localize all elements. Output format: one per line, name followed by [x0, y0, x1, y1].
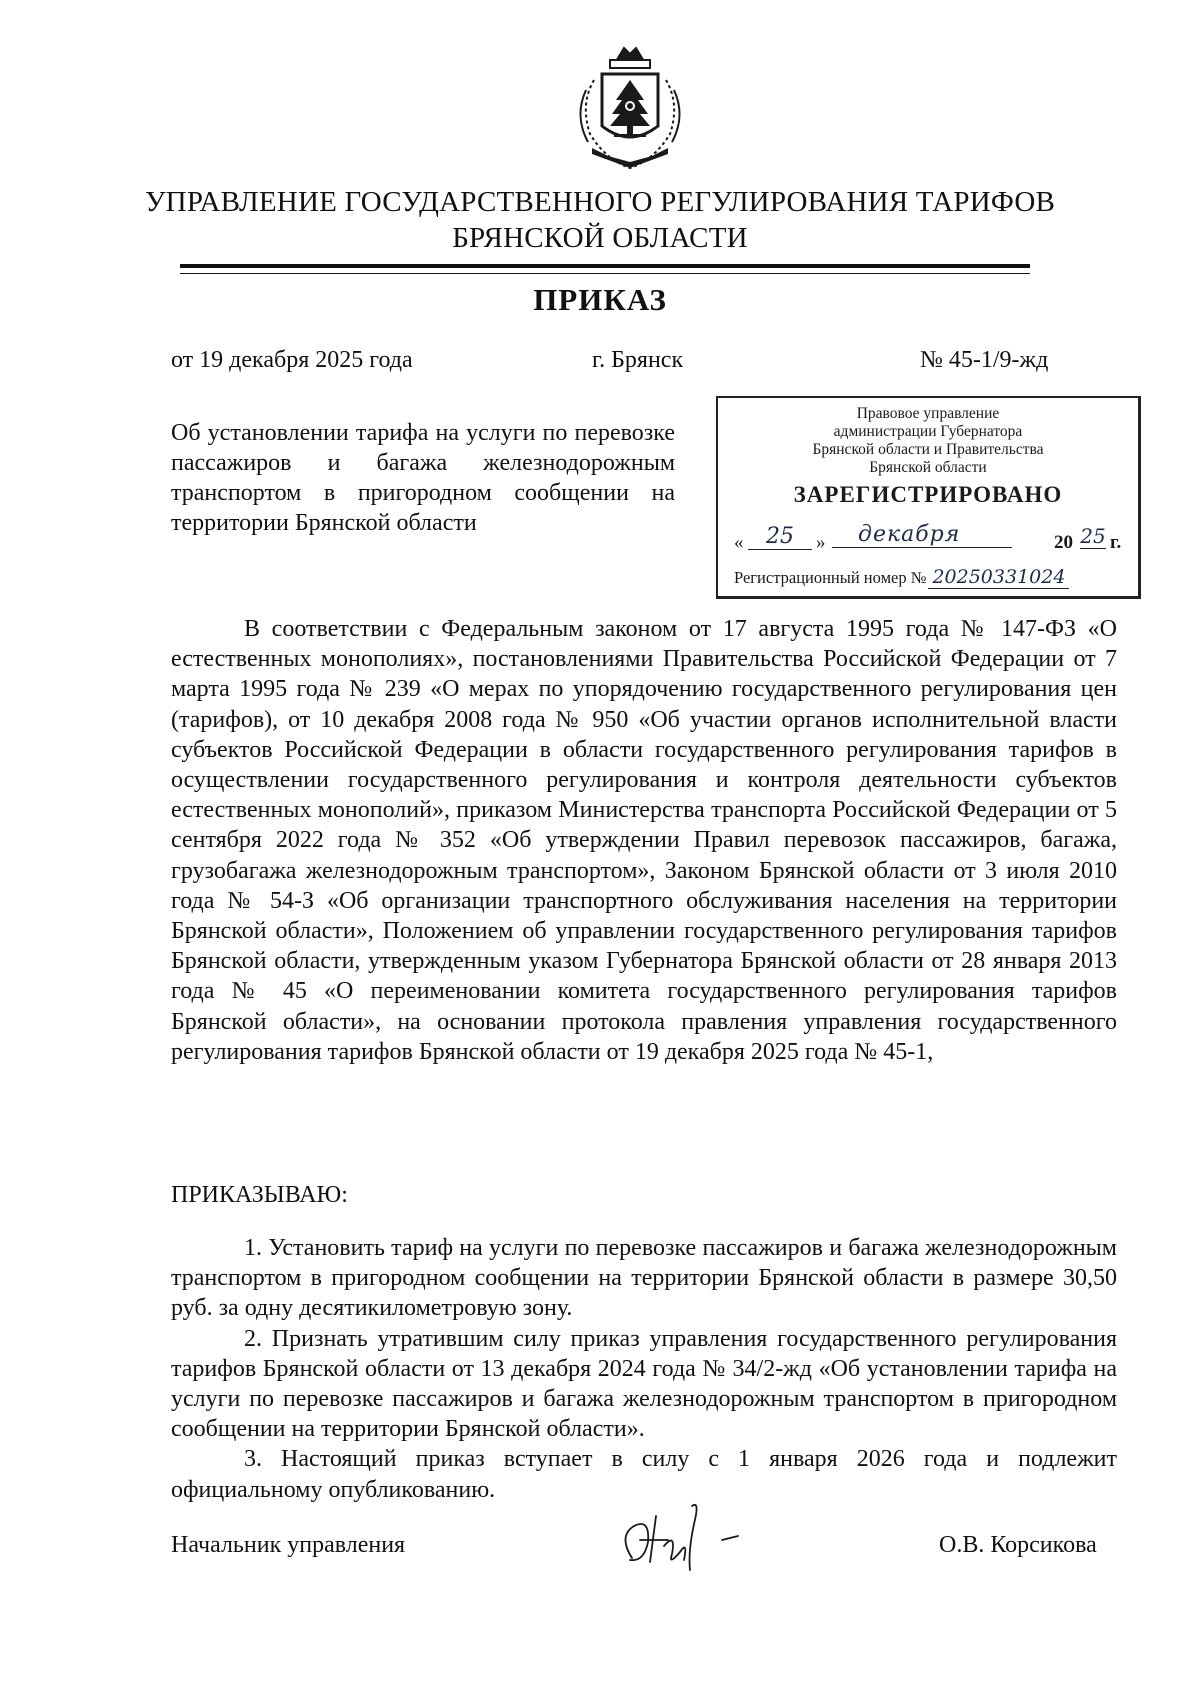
organization-title-line-2: БРЯНСКОЙ ОБЛАСТИ — [452, 222, 748, 254]
stamp-date-month: декабря — [832, 522, 1012, 548]
order-number: № 45-1/9-жд — [920, 347, 1049, 373]
stamp-department-line-4: Брянской области — [869, 459, 987, 476]
header-rule-thin — [180, 273, 1030, 274]
stamp-registered-label: ЗАРЕГИСТРИРОВАНО — [793, 482, 1063, 507]
stamp-date — [734, 522, 1130, 556]
stamp-date-day: 25 — [748, 524, 812, 550]
order-item-3: 3. Настоящий приказ вступает в силу с 1 января 2026 года и подлежит официальному опубликованию. — [171, 1446, 1117, 1503]
order-date: от 19 декабря 2025 года — [171, 347, 413, 373]
stamp-date-year-unit: г. — [1110, 532, 1122, 553]
stamp-department-line-3: Брянской области и Правительства — [812, 441, 1044, 458]
registration-stamp — [716, 396, 1141, 599]
order-subject: Об установлении тарифа на услуги по перевозке пассажиров и багажа железнодорожным транспортом в пригородном сообщении на территории Брянской области — [171, 420, 675, 536]
order-directive-word: ПРИКАЗЫВАЮ: — [171, 1182, 348, 1208]
stamp-registration-number-row — [734, 566, 1069, 589]
order-items — [171, 1233, 1117, 1505]
order-item-1: 1. Установить тариф на услуги по перевозке пассажиров и багажа железнодорожным транспортом в пригородном сообщении на территории Брянской области в размере 30,50 руб. за одну десятикилометровую зону. — [171, 1235, 1117, 1322]
coat-of-arms-emblem — [572, 44, 688, 174]
organization-title — [100, 184, 1100, 256]
preamble-section — [171, 614, 1117, 1067]
stamp-date-year-suffix: 25 — [1080, 524, 1106, 548]
signatory-name: О.В. Корсикова — [939, 1532, 1097, 1558]
order-item-2: 2. Признать утратившим силу приказ управления государственного регулирования тарифов Брянской области от 13 декабря 2024 года № 34/2-жд «Об установлении тарифа на услуги по перевозке пассажиров и багажа железнодорожным транспортом в пригородном сообщении на территории Брянской области». — [171, 1325, 1117, 1443]
document-type-title: ПРИКАЗ — [533, 282, 667, 317]
order-city: г. Брянск — [592, 347, 684, 373]
stamp-department-line-2: администрации Губернатора — [833, 423, 1023, 440]
stamp-department-line-1: Правовое управление — [856, 405, 1000, 422]
stamp-registration-number: 20250331024 — [928, 566, 1069, 589]
signatory-position: Начальник управления — [171, 1532, 406, 1558]
preamble-paragraph: В соответствии с Федеральным законом от 17 августа 1995 года № 147-ФЗ «О естественных монополиях», постановлениями Правительства Российской Федерации от 7 марта 1995 года № 239 «О мерах по упорядочению государственного регулирования цен (тарифов), от 10 декабря 2008 года № 950 «Об участии органов исполнительной власти субъектов Российской Федерации в области государственного регулирования тарифов в осуществлении государственного регулирования и контроля деятельности субъектов естественных монополий», приказом Министерства транспорта Российской Федерации от 5 сентября 2022 года № 352 «Об утверждении Правил перевозок пассажиров, багажа, грузобагажа железнодорожным транспортом», Законом Брянской области от 3 июля 2010 года № 54-З «Об организации транспортного обслуживания населения на территории Брянской области», Положением об управлении государственного регулирования тарифов Брянской области, утвержденным указом Губернатора Брянской области от 28 января 2013 года № 45 «О переименовании комитета государственного регулирования тарифов Брянской области», на основании протокола правления управления государственного регулирования тарифов Брянской области от 19 декабря 2025 года № 45-1, — [171, 616, 1117, 1065]
header-rule-thick — [180, 264, 1030, 268]
organization-title-line-1: УПРАВЛЕНИЕ ГОСУДАРСТВЕННОГО РЕГУЛИРОВАНИЯ ТАРИФОВ — [144, 186, 1056, 218]
stamp-date-year-prefix: 20 — [1054, 532, 1073, 553]
stamp-registration-number-label: Регистрационный номер № — [734, 568, 927, 587]
handwritten-signature — [610, 1496, 770, 1580]
stamp-date-quote-close: » — [816, 532, 826, 553]
stamp-date-quote-open: « — [734, 532, 744, 553]
